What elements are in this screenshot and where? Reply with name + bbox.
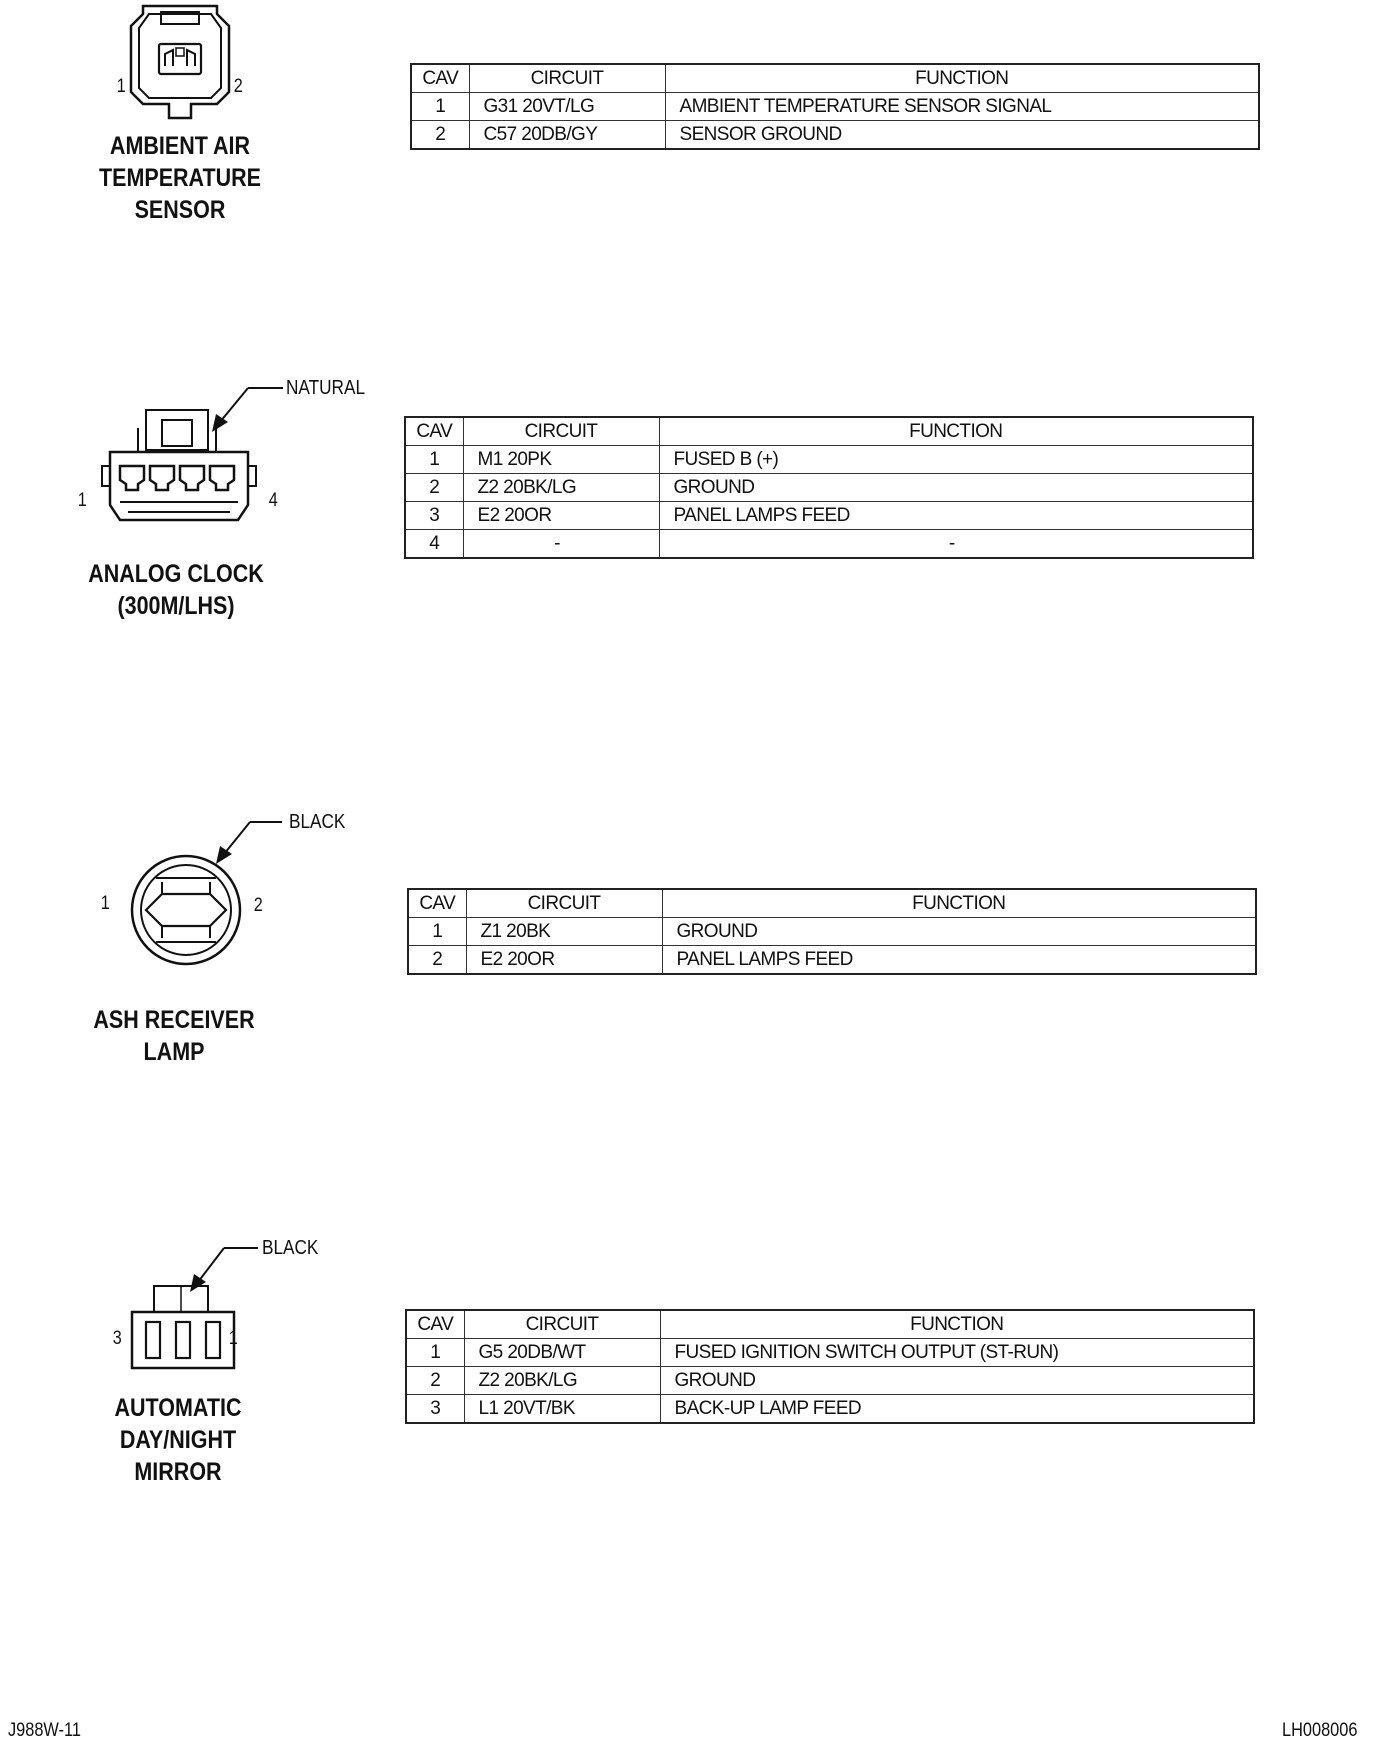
pin-label-1: 1 (77, 490, 87, 511)
table-header-row (411, 64, 1259, 93)
function-cell: - (659, 530, 1253, 559)
function-cell: PANEL LAMPS FEED (659, 502, 1253, 530)
name-line: MIRROR (134, 1458, 222, 1486)
cav-cell: 1 (408, 918, 466, 946)
table-row (411, 93, 1259, 121)
table-row (405, 502, 1253, 530)
header-function: FUNCTION (665, 64, 1259, 93)
pin-label-3: 3 (112, 1328, 122, 1349)
name-line: ANALOG CLOCK (88, 560, 264, 588)
pin-label-1: 1 (100, 893, 110, 914)
connector-name-analog-clock (73, 558, 279, 622)
cav-cell: 2 (408, 946, 466, 975)
connector-name-ambient-air-temperature-sensor (77, 130, 283, 226)
connector-name-automatic-day-night-mirror (75, 1392, 281, 1488)
circuit-cell: G5 20DB/WT (464, 1339, 660, 1367)
table-header-row (406, 1310, 1254, 1339)
header-cav: CAV (411, 64, 469, 93)
pin-label-1: 1 (228, 1328, 238, 1349)
ash-receiver-lamp-connector-drawing (128, 852, 244, 968)
cav-cell: 3 (406, 1395, 464, 1424)
pin-label-4: 4 (268, 490, 278, 511)
function-cell: AMBIENT TEMPERATURE SENSOR SIGNAL (665, 93, 1259, 121)
connector-name-ash-receiver-lamp (71, 1004, 277, 1068)
color-callout-black: BLACK (289, 811, 346, 833)
cav-cell: 2 (405, 474, 463, 502)
table-row (405, 474, 1253, 502)
name-line: DAY/NIGHT (119, 1426, 237, 1454)
circuit-cell: M1 20PK (463, 446, 659, 474)
cav-cell: 2 (406, 1367, 464, 1395)
cav-cell: 2 (411, 121, 469, 150)
footer-document-id: LH008006 (1282, 1720, 1358, 1741)
function-cell: FUSED IGNITION SWITCH OUTPUT (ST-RUN) (660, 1339, 1254, 1367)
table-row (405, 446, 1253, 474)
pin-table-ambient-air-temperature-sensor (410, 63, 1260, 150)
function-cell: GROUND (659, 474, 1253, 502)
name-line: (300M/LHS) (117, 592, 235, 620)
circuit-cell: L1 20VT/BK (464, 1395, 660, 1424)
header-cav: CAV (406, 1310, 464, 1339)
table-row (408, 946, 1256, 975)
name-line: TEMPERATURE (98, 164, 262, 192)
pin-label-2: 2 (253, 895, 263, 916)
header-cav: CAV (405, 417, 463, 446)
ambient-air-temperature-sensor-connector-drawing (125, 4, 235, 122)
pin-table-automatic-day-night-mirror (405, 1309, 1255, 1424)
function-cell: GROUND (660, 1367, 1254, 1395)
table-row (408, 918, 1256, 946)
table-header-row (408, 889, 1256, 918)
function-cell: PANEL LAMPS FEED (662, 946, 1256, 975)
cav-cell: 1 (411, 93, 469, 121)
header-function: FUNCTION (659, 417, 1253, 446)
circuit-cell: Z2 20BK/LG (463, 474, 659, 502)
footer-figure-id: J988W-11 (8, 1720, 81, 1741)
circuit-cell: Z1 20BK (466, 918, 662, 946)
table-row (405, 530, 1253, 559)
pin-table-analog-clock (404, 416, 1254, 559)
name-line: LAMP (143, 1038, 205, 1066)
function-cell: SENSOR GROUND (665, 121, 1259, 150)
table-row (406, 1367, 1254, 1395)
name-line: AMBIENT AIR (109, 132, 251, 160)
cav-cell: 1 (405, 446, 463, 474)
color-callout-black: BLACK (262, 1237, 319, 1259)
pin-label-2: 2 (233, 76, 243, 97)
header-circuit: CIRCUIT (466, 889, 662, 918)
circuit-cell: - (463, 530, 659, 559)
black-callout-arrow (186, 1244, 266, 1294)
header-circuit: CIRCUIT (469, 64, 665, 93)
circuit-cell: Z2 20BK/LG (464, 1367, 660, 1395)
function-cell: GROUND (662, 918, 1256, 946)
circuit-cell: C57 20DB/GY (469, 121, 665, 150)
function-cell: BACK-UP LAMP FEED (660, 1395, 1254, 1424)
header-circuit: CIRCUIT (463, 417, 659, 446)
name-line: ASH RECEIVER (93, 1006, 255, 1034)
pin-table-ash-receiver-lamp (407, 888, 1257, 975)
color-callout-natural: NATURAL (286, 377, 366, 399)
function-cell: FUSED B (+) (659, 446, 1253, 474)
table-row (411, 121, 1259, 150)
black-callout-arrow (212, 818, 292, 866)
header-circuit: CIRCUIT (464, 1310, 660, 1339)
name-line: SENSOR (134, 196, 226, 224)
header-function: FUNCTION (662, 889, 1256, 918)
cav-cell: 3 (405, 502, 463, 530)
table-row (406, 1395, 1254, 1424)
cav-cell: 1 (406, 1339, 464, 1367)
cav-cell: 4 (405, 530, 463, 559)
header-function: FUNCTION (660, 1310, 1254, 1339)
circuit-cell: E2 20OR (466, 946, 662, 975)
automatic-day-night-mirror-connector-drawing (128, 1282, 240, 1372)
name-line: AUTOMATIC (114, 1394, 242, 1422)
header-cav: CAV (408, 889, 466, 918)
circuit-cell: G31 20VT/LG (469, 93, 665, 121)
circuit-cell: E2 20OR (463, 502, 659, 530)
table-header-row (405, 417, 1253, 446)
table-row (406, 1339, 1254, 1367)
pin-label-1: 1 (116, 76, 126, 97)
natural-callout-arrow (208, 384, 288, 434)
